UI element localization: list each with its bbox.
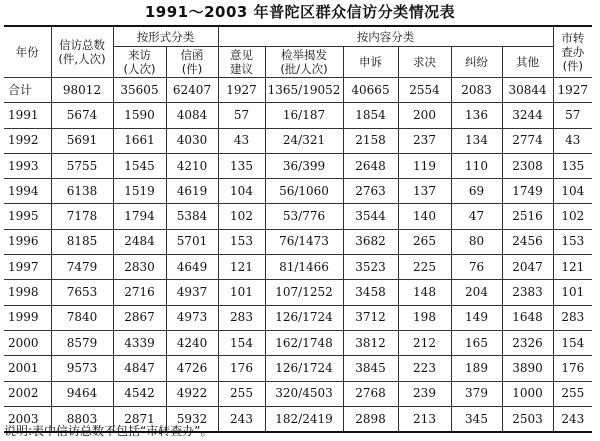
cell-suggestions: 283 (218, 305, 265, 330)
cell-transferred: 43 (553, 128, 592, 153)
cell-appeals: 2898 (343, 406, 398, 432)
cell-year: 1998 (4, 280, 51, 305)
cell-transferred: 121 (553, 255, 592, 280)
cell-appeals: 1854 (343, 103, 398, 128)
cell-requests: 265 (398, 229, 451, 254)
col-header-reports: 检举揭发 (批/人次) (265, 47, 343, 78)
col-header-disputes: 纠纷 (451, 47, 502, 78)
cell-reports: 53/776 (265, 204, 343, 229)
cell-other: 2308 (502, 153, 553, 178)
cell-year: 1994 (4, 179, 51, 204)
cell-other: 1749 (502, 179, 553, 204)
cell-other: 2047 (502, 255, 553, 280)
cell-year: 1999 (4, 305, 51, 330)
table-row (4, 255, 592, 280)
cell-requests: 198 (398, 305, 451, 330)
cell-transferred: 104 (553, 179, 592, 204)
cell-disputes: 345 (451, 406, 502, 432)
cell-year: 1995 (4, 204, 51, 229)
col-header-year: 年份 (4, 26, 51, 78)
cell-letters: 4922 (166, 381, 218, 406)
col-header-other: 其他 (502, 47, 553, 78)
col-header-total: 信访总数 (件,人次) (51, 26, 113, 78)
cell-suggestions: 176 (218, 356, 265, 381)
cell-total: 9573 (51, 356, 113, 381)
cell-suggestions: 102 (218, 204, 265, 229)
cell-requests: 223 (398, 356, 451, 381)
cell-transferred: 102 (553, 204, 592, 229)
cell-transferred: 255 (553, 381, 592, 406)
table-row (4, 103, 592, 128)
cell-appeals: 2768 (343, 381, 398, 406)
cell-letters: 4649 (166, 255, 218, 280)
cell-suggestions: 153 (218, 229, 265, 254)
cell-requests: 119 (398, 153, 451, 178)
cell-appeals: 2763 (343, 179, 398, 204)
cell-letters: 5384 (166, 204, 218, 229)
cell-reports: 162/1748 (265, 330, 343, 355)
cell-visits: 35605 (113, 78, 166, 103)
cell-reports: 182/2419 (265, 406, 343, 432)
cell-total: 8185 (51, 229, 113, 254)
cell-requests: 237 (398, 128, 451, 153)
cell-letters: 5701 (166, 229, 218, 254)
cell-disputes: 165 (451, 330, 502, 355)
cell-reports: 1365/19052 (265, 78, 343, 103)
cell-transferred: 57 (553, 103, 592, 128)
cell-total: 98012 (51, 78, 113, 103)
cell-letters: 4726 (166, 356, 218, 381)
cell-transferred: 1927 (553, 78, 592, 103)
cell-visits: 4339 (113, 330, 166, 355)
table-row (4, 179, 592, 204)
cell-suggestions: 43 (218, 128, 265, 153)
cell-letters: 4973 (166, 305, 218, 330)
cell-suggestions: 101 (218, 280, 265, 305)
cell-other: 2326 (502, 330, 553, 355)
cell-requests: 2554 (398, 78, 451, 103)
cell-requests: 148 (398, 280, 451, 305)
cell-other: 1000 (502, 381, 553, 406)
cell-year: 1997 (4, 255, 51, 280)
cell-letters: 4084 (166, 103, 218, 128)
cell-reports: 126/1724 (265, 356, 343, 381)
cell-appeals: 3523 (343, 255, 398, 280)
cell-suggestions: 243 (218, 406, 265, 432)
cell-total: 6138 (51, 179, 113, 204)
cell-reports: 56/1060 (265, 179, 343, 204)
cell-appeals: 3544 (343, 204, 398, 229)
cell-suggestions: 135 (218, 153, 265, 178)
table-body (4, 78, 592, 433)
cell-visits: 2716 (113, 280, 166, 305)
cell-reports: 76/1473 (265, 229, 343, 254)
cell-visits: 4847 (113, 356, 166, 381)
cell-disputes: 76 (451, 255, 502, 280)
cell-total: 7840 (51, 305, 113, 330)
cell-year: 1993 (4, 153, 51, 178)
cell-other: 2516 (502, 204, 553, 229)
cell-visits: 1545 (113, 153, 166, 178)
cell-year: 合计 (4, 78, 51, 103)
cell-disputes: 2083 (451, 78, 502, 103)
cell-suggestions: 1927 (218, 78, 265, 103)
cell-total: 7178 (51, 204, 113, 229)
cell-other: 30844 (502, 78, 553, 103)
cell-appeals: 2158 (343, 128, 398, 153)
cell-visits: 2871 (113, 406, 166, 432)
cell-other: 2456 (502, 229, 553, 254)
col-header-transferred: 市转 查办 (件) (553, 26, 592, 78)
cell-appeals: 3812 (343, 330, 398, 355)
cell-suggestions: 104 (218, 179, 265, 204)
cell-requests: 200 (398, 103, 451, 128)
cell-requests: 140 (398, 204, 451, 229)
cell-transferred: 176 (553, 356, 592, 381)
cell-disputes: 80 (451, 229, 502, 254)
cell-requests: 239 (398, 381, 451, 406)
cell-appeals: 40665 (343, 78, 398, 103)
cell-suggestions: 121 (218, 255, 265, 280)
cell-appeals: 3712 (343, 305, 398, 330)
petition-table (4, 25, 592, 433)
cell-visits: 2830 (113, 255, 166, 280)
cell-transferred: 243 (553, 406, 592, 432)
cell-disputes: 189 (451, 356, 502, 381)
cell-letters: 4937 (166, 280, 218, 305)
col-header-requests: 求决 (398, 47, 451, 78)
cell-letters: 5932 (166, 406, 218, 432)
cell-disputes: 110 (451, 153, 502, 178)
cell-letters: 62407 (166, 78, 218, 103)
cell-reports: 126/1724 (265, 305, 343, 330)
table-row (4, 229, 592, 254)
cell-year: 1991 (4, 103, 51, 128)
cell-transferred: 154 (553, 330, 592, 355)
cell-visits: 1661 (113, 128, 166, 153)
cell-reports: 107/1252 (265, 280, 343, 305)
cell-disputes: 134 (451, 128, 502, 153)
cell-visits: 2867 (113, 305, 166, 330)
cell-suggestions: 154 (218, 330, 265, 355)
table-note: 说明:表中信访总数不包括“市转查办”。 (4, 424, 213, 438)
cell-disputes: 69 (451, 179, 502, 204)
cell-appeals: 3682 (343, 229, 398, 254)
cell-other: 2503 (502, 406, 553, 432)
cell-total: 8579 (51, 330, 113, 355)
cell-transferred: 283 (553, 305, 592, 330)
cell-total: 8803 (51, 406, 113, 432)
cell-year: 1992 (4, 128, 51, 153)
cell-total: 7653 (51, 280, 113, 305)
cell-reports: 24/321 (265, 128, 343, 153)
cell-year: 1996 (4, 229, 51, 254)
cell-appeals: 3458 (343, 280, 398, 305)
cell-total: 9464 (51, 381, 113, 406)
cell-visits: 1794 (113, 204, 166, 229)
cell-visits: 4542 (113, 381, 166, 406)
cell-total: 5755 (51, 153, 113, 178)
cell-requests: 212 (398, 330, 451, 355)
cell-total: 5691 (51, 128, 113, 153)
cell-letters: 4619 (166, 179, 218, 204)
group-header-by-content: 按内容分类 (218, 26, 553, 47)
col-header-letters: 信函 (件) (166, 47, 218, 78)
cell-letters: 4240 (166, 330, 218, 355)
group-header-by-form: 按形式分类 (113, 26, 218, 47)
cell-letters: 4030 (166, 128, 218, 153)
cell-suggestions: 57 (218, 103, 265, 128)
cell-appeals: 2648 (343, 153, 398, 178)
cell-disputes: 47 (451, 204, 502, 229)
table-row (4, 356, 592, 381)
cell-suggestions: 255 (218, 381, 265, 406)
cell-requests: 137 (398, 179, 451, 204)
cell-other: 1648 (502, 305, 553, 330)
cell-transferred: 135 (553, 153, 592, 178)
table-title: 1991～2003 年普陀区群众信访分类情况表 (144, 3, 456, 21)
cell-visits: 1519 (113, 179, 166, 204)
cell-requests: 225 (398, 255, 451, 280)
cell-other: 2774 (502, 128, 553, 153)
cell-reports: 36/399 (265, 153, 343, 178)
cell-letters: 4210 (166, 153, 218, 178)
col-header-appeals: 申诉 (343, 47, 398, 78)
cell-visits: 2484 (113, 229, 166, 254)
cell-disputes: 204 (451, 280, 502, 305)
table-row (4, 128, 592, 153)
cell-year: 2003 (4, 406, 51, 432)
table-row (4, 204, 592, 229)
cell-requests: 213 (398, 406, 451, 432)
cell-disputes: 149 (451, 305, 502, 330)
cell-transferred: 101 (553, 280, 592, 305)
table-row (4, 330, 592, 355)
cell-year: 2001 (4, 356, 51, 381)
cell-reports: 320/4503 (265, 381, 343, 406)
cell-other: 3890 (502, 356, 553, 381)
cell-transferred: 153 (553, 229, 592, 254)
cell-other: 2383 (502, 280, 553, 305)
col-header-visits: 来访 (人次) (113, 47, 166, 78)
cell-reports: 16/187 (265, 103, 343, 128)
table-row (4, 78, 592, 103)
col-header-suggestions: 意见 建议 (218, 47, 265, 78)
cell-appeals: 3845 (343, 356, 398, 381)
cell-year: 2002 (4, 381, 51, 406)
cell-disputes: 379 (451, 381, 502, 406)
table-row (4, 280, 592, 305)
cell-visits: 1590 (113, 103, 166, 128)
cell-total: 5674 (51, 103, 113, 128)
table-row (4, 381, 592, 406)
table-row (4, 305, 592, 330)
table-row (4, 153, 592, 178)
cell-total: 7479 (51, 255, 113, 280)
cell-other: 3244 (502, 103, 553, 128)
cell-disputes: 136 (451, 103, 502, 128)
cell-reports: 81/1466 (265, 255, 343, 280)
cell-year: 2000 (4, 330, 51, 355)
